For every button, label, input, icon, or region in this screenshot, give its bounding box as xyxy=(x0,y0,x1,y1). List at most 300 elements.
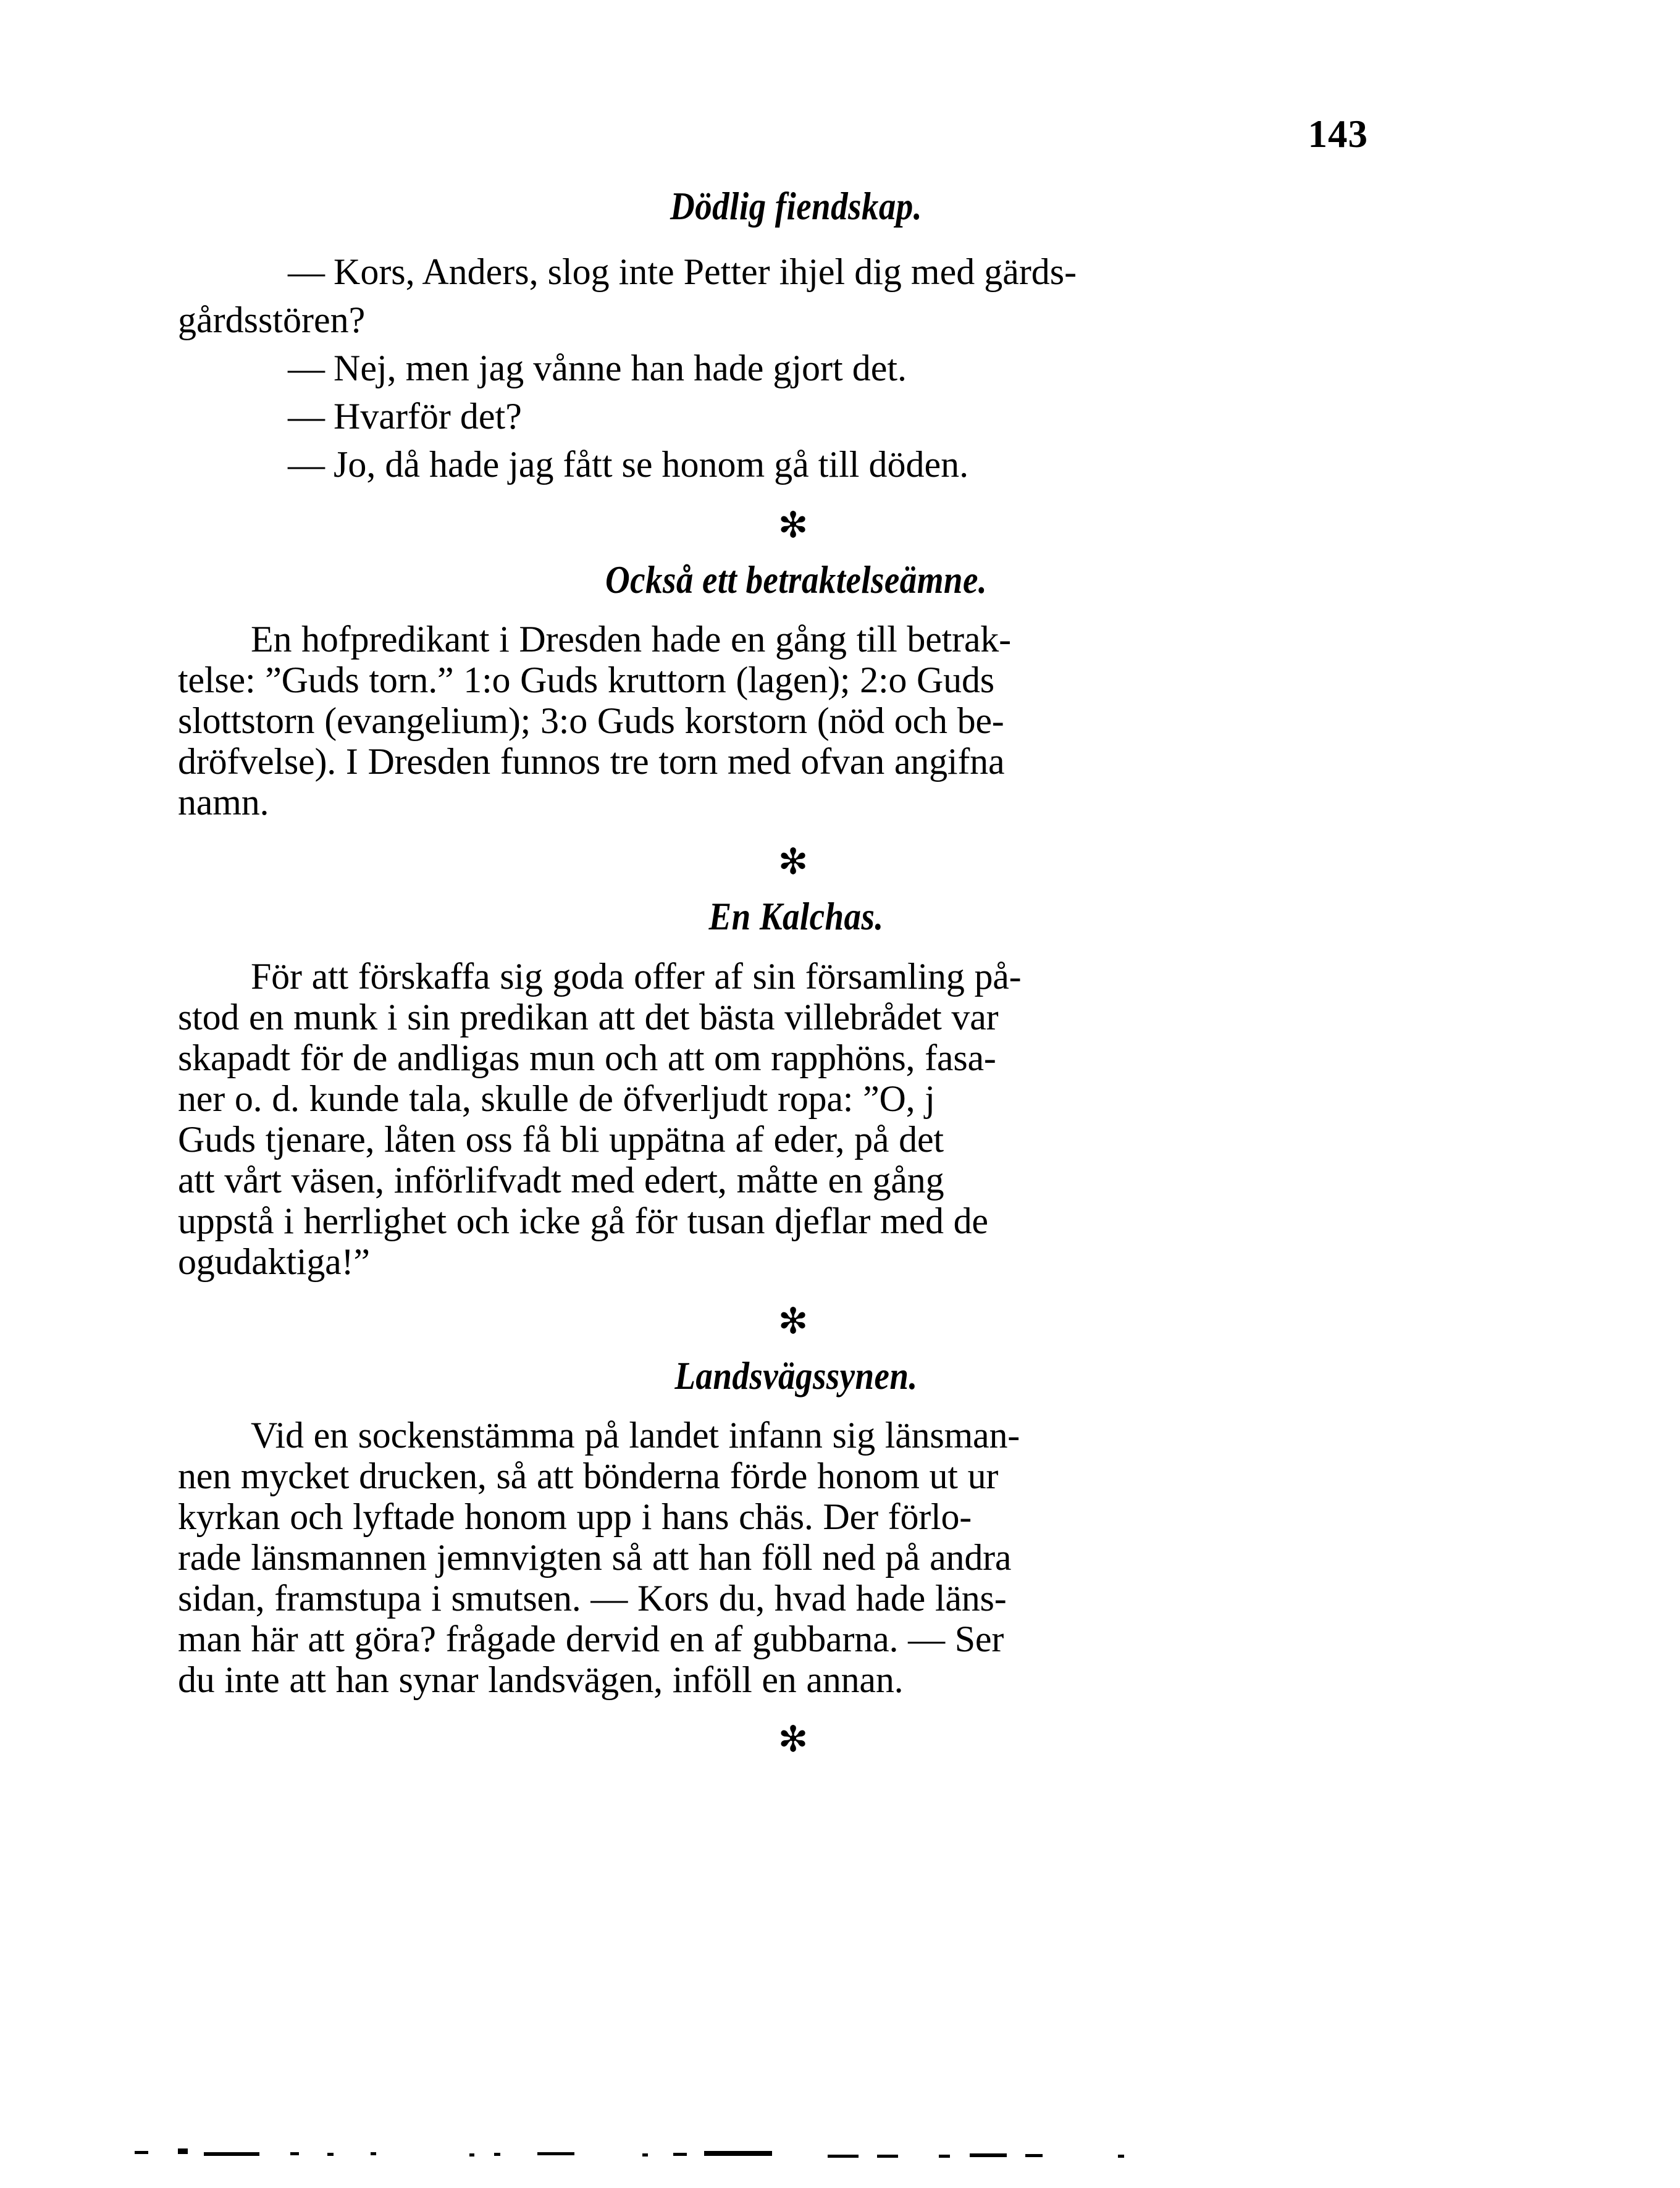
word-gap xyxy=(241,1537,251,1578)
word-gap xyxy=(374,1119,384,1160)
word-gap xyxy=(797,1659,807,1700)
word-gap xyxy=(587,700,597,741)
word-gap xyxy=(280,1496,290,1537)
word: sidan, xyxy=(178,1577,265,1619)
word-gap xyxy=(290,1037,300,1078)
word: villebrådet xyxy=(784,996,942,1037)
word: (nöd xyxy=(817,700,884,742)
word: gå xyxy=(590,1200,625,1241)
word-gap xyxy=(602,1537,612,1578)
word: församling xyxy=(805,955,965,997)
word-gap xyxy=(807,700,817,741)
word: andligas xyxy=(397,1037,520,1078)
word: göra? xyxy=(354,1618,436,1659)
word: fasa- xyxy=(925,1037,996,1078)
word-gap xyxy=(729,1496,739,1537)
word-gap xyxy=(689,997,699,1037)
text-line xyxy=(178,997,1414,1037)
word-gap xyxy=(225,1078,235,1119)
word: 3:o xyxy=(540,700,588,742)
text-line xyxy=(178,1160,1414,1201)
word: inte xyxy=(224,1659,280,1700)
asterisk-ornament: ✻ xyxy=(778,840,808,883)
word: be- xyxy=(957,700,1004,742)
word: uppätna xyxy=(609,1118,726,1160)
page-number: 143 xyxy=(1308,112,1368,156)
word: Ser xyxy=(954,1618,1004,1659)
word: ned xyxy=(822,1536,876,1578)
word: betrak- xyxy=(907,619,1011,660)
word-gap xyxy=(294,1201,304,1241)
word-gap xyxy=(326,1659,336,1700)
word-gap xyxy=(875,1415,885,1456)
word: få xyxy=(522,1118,551,1160)
word: honom xyxy=(817,1455,920,1496)
word: gubbarna. xyxy=(752,1618,899,1659)
word: smutsen. xyxy=(451,1577,581,1619)
word: på xyxy=(584,1414,620,1456)
sections-container xyxy=(178,184,1414,1760)
word-gap xyxy=(399,1078,409,1119)
dialogue-text: Nej, men jag vånne han hade gjort det. xyxy=(334,348,907,389)
word-gap xyxy=(765,1578,775,1619)
word-gap xyxy=(678,1201,687,1241)
word: bönderna xyxy=(583,1455,720,1496)
word: hade xyxy=(651,619,721,660)
word-gap xyxy=(447,1201,456,1241)
word-gap xyxy=(348,1415,358,1456)
word-gap xyxy=(884,741,894,782)
word: du, xyxy=(718,1577,765,1619)
word-gap xyxy=(813,1496,823,1537)
word-gap xyxy=(345,1619,355,1659)
word: Kors xyxy=(637,1577,709,1619)
word: funnos xyxy=(500,741,600,782)
word: en xyxy=(249,996,284,1037)
word-gap xyxy=(543,956,553,997)
word: att xyxy=(308,1618,345,1659)
word: framstupa xyxy=(274,1577,422,1619)
anecdote-section xyxy=(178,185,1414,488)
word: en xyxy=(669,1618,705,1659)
word-gap xyxy=(280,1659,290,1700)
word: 1:o xyxy=(463,660,511,701)
word: — xyxy=(908,1618,945,1659)
word-gap xyxy=(389,1659,399,1700)
word: sockenstämma xyxy=(358,1414,575,1456)
word: och xyxy=(456,1200,510,1241)
word-gap xyxy=(242,1619,251,1659)
word-gap xyxy=(255,660,265,700)
word: förskaffa xyxy=(358,955,490,997)
word: ner xyxy=(178,1078,225,1119)
word-gap xyxy=(598,660,608,700)
word: namn. xyxy=(178,782,269,823)
word: oss xyxy=(465,1118,513,1160)
word: landet xyxy=(629,1414,719,1456)
dialogue-line xyxy=(178,248,1414,296)
word: låten xyxy=(384,1118,456,1160)
word: bli xyxy=(560,1118,600,1160)
word: dervid xyxy=(565,1618,660,1659)
word-gap xyxy=(635,997,645,1037)
word: En xyxy=(251,619,292,660)
word: på- xyxy=(974,955,1022,997)
text-line xyxy=(178,619,1414,660)
text-line xyxy=(178,741,1414,782)
word: j xyxy=(925,1078,935,1119)
word-gap xyxy=(343,1037,353,1078)
word: i xyxy=(641,1496,652,1537)
word-gap xyxy=(359,660,369,700)
word-gap xyxy=(600,741,610,782)
word: kunde xyxy=(309,1078,400,1119)
word-gap xyxy=(490,741,500,782)
word-gap xyxy=(675,700,685,741)
word: en xyxy=(828,1159,863,1201)
word: läns- xyxy=(934,1577,1007,1619)
word: för xyxy=(634,1200,678,1241)
word-gap xyxy=(958,1456,968,1496)
word: här xyxy=(251,1618,298,1659)
word: man xyxy=(178,1618,242,1659)
word-gap xyxy=(442,1578,452,1619)
word-gap xyxy=(850,660,860,700)
word-gap xyxy=(709,1578,719,1619)
word: eder, xyxy=(773,1118,845,1160)
word-gap xyxy=(510,1201,519,1241)
word-gap xyxy=(397,997,407,1037)
word: sig xyxy=(832,1414,875,1456)
line-words xyxy=(178,1078,935,1119)
anecdote-section xyxy=(178,895,1414,1281)
word-gap xyxy=(510,619,519,660)
word-gap xyxy=(915,1037,925,1078)
word: föll xyxy=(761,1536,813,1578)
line-words xyxy=(178,1659,903,1700)
word-gap xyxy=(743,956,753,997)
word: sin xyxy=(752,955,796,997)
word: han xyxy=(335,1659,389,1700)
word: I xyxy=(345,741,358,782)
word: med xyxy=(571,1159,635,1201)
word: uppstå xyxy=(178,1200,274,1241)
word-gap xyxy=(262,1078,272,1119)
line-words xyxy=(178,1456,998,1496)
word: ur xyxy=(967,1455,999,1496)
word-gap xyxy=(791,741,801,782)
dialogue-text: Hvarför det? xyxy=(334,396,522,437)
text-line xyxy=(178,1496,1414,1537)
word: annan. xyxy=(806,1659,904,1700)
word: i xyxy=(284,1200,294,1241)
word-gap xyxy=(945,1619,955,1659)
word: inföll xyxy=(672,1659,752,1700)
word: Vid xyxy=(251,1414,304,1456)
word-gap xyxy=(595,1037,605,1078)
word: upp xyxy=(576,1496,632,1537)
word: tusan xyxy=(687,1200,765,1241)
word: nen xyxy=(178,1455,232,1496)
word: så xyxy=(611,1536,643,1578)
word: väsen, xyxy=(291,1159,384,1201)
word-gap xyxy=(652,1496,662,1537)
word: goda xyxy=(552,955,624,997)
word: hans xyxy=(662,1496,729,1537)
word-gap xyxy=(589,997,598,1037)
word: telse: xyxy=(178,660,256,701)
line-words xyxy=(178,1160,944,1201)
word: till xyxy=(856,619,897,660)
word: Dresden xyxy=(519,619,642,660)
word: hofpredikant xyxy=(301,619,490,660)
text-line xyxy=(178,1037,1414,1078)
text-column xyxy=(178,185,1414,1773)
word: landsvägen, xyxy=(488,1659,663,1700)
word: o. xyxy=(234,1078,262,1119)
word: och xyxy=(290,1496,343,1537)
word-gap xyxy=(513,1119,523,1160)
word: Guds xyxy=(597,700,675,742)
word: var xyxy=(951,996,999,1037)
section-title-block xyxy=(178,895,1414,937)
word: 2:o xyxy=(860,660,907,701)
word: offer xyxy=(634,955,705,997)
word: munk xyxy=(293,996,377,1037)
word-gap xyxy=(920,1456,930,1496)
word-gap xyxy=(726,1119,736,1160)
word-gap xyxy=(421,1578,431,1619)
word-gap xyxy=(300,1078,309,1119)
word-gap xyxy=(752,1537,762,1578)
word-gap xyxy=(510,660,520,700)
word-gap xyxy=(348,956,358,997)
word-gap xyxy=(387,1037,397,1078)
word: att xyxy=(667,1037,705,1078)
text-line xyxy=(178,1537,1414,1578)
text-line xyxy=(178,782,1414,823)
word-gap xyxy=(453,660,463,700)
text-line xyxy=(178,1619,1414,1659)
word-gap xyxy=(925,1578,935,1619)
word-gap xyxy=(377,997,387,1037)
dialogue-line xyxy=(178,392,1414,440)
word-gap xyxy=(634,1160,644,1201)
word-gap xyxy=(649,741,658,782)
word: han xyxy=(699,1536,752,1578)
word-gap xyxy=(660,1619,670,1659)
word-gap xyxy=(471,1078,481,1119)
word: vårt xyxy=(224,1159,282,1201)
line-words xyxy=(178,1119,944,1160)
word-gap xyxy=(450,997,460,1037)
line-words xyxy=(178,1241,370,1282)
word-gap xyxy=(581,1201,590,1241)
word: rade xyxy=(178,1536,242,1578)
word-gap xyxy=(573,1456,583,1496)
word-gap xyxy=(456,1119,466,1160)
word: förlo- xyxy=(888,1496,972,1537)
word: ofvan xyxy=(800,741,885,782)
word-gap xyxy=(870,1201,880,1241)
word-gap xyxy=(628,1578,637,1619)
word: om xyxy=(714,1037,762,1078)
word-gap xyxy=(284,997,293,1037)
word-gap xyxy=(292,619,301,660)
word-gap xyxy=(581,1578,591,1619)
word: gång xyxy=(872,1159,944,1201)
word: gång xyxy=(775,619,847,660)
word-gap xyxy=(358,741,368,782)
line-words xyxy=(251,1415,1020,1456)
word: hvad xyxy=(774,1577,846,1619)
word: Der xyxy=(823,1496,878,1537)
word: tjenare, xyxy=(265,1118,375,1160)
word: en xyxy=(730,619,766,660)
word: kruttorn xyxy=(607,660,726,701)
word-gap xyxy=(765,619,775,660)
word: att xyxy=(652,1536,689,1578)
word-gap xyxy=(761,1037,771,1078)
word-gap xyxy=(490,956,500,997)
word: kyrkan xyxy=(178,1496,280,1537)
section-title: Dödlig fiendskap. xyxy=(670,184,922,228)
word-gap xyxy=(567,1496,577,1537)
word: att xyxy=(598,996,635,1037)
word: icke xyxy=(519,1200,581,1241)
section-title: Landsvägssynen. xyxy=(674,1353,918,1398)
word-gap xyxy=(752,1659,762,1700)
dialogue-line xyxy=(178,296,1414,344)
line-words xyxy=(178,1537,1011,1578)
word: För xyxy=(251,955,302,997)
word-gap xyxy=(812,1537,822,1578)
body-paragraph xyxy=(178,956,1414,1282)
word-gap xyxy=(302,956,312,997)
word: bästa xyxy=(699,996,775,1037)
word: edert, xyxy=(644,1159,727,1201)
text-line xyxy=(178,1456,1414,1496)
word: de xyxy=(352,1037,388,1078)
word-gap xyxy=(599,1119,609,1160)
word: ropa: xyxy=(777,1078,854,1119)
word-gap xyxy=(889,1119,899,1160)
word-gap xyxy=(818,1160,828,1201)
word: skapadt xyxy=(178,1037,290,1078)
word: och xyxy=(605,1037,658,1078)
word-gap xyxy=(561,1160,571,1201)
word: Dresden xyxy=(368,741,490,782)
word-gap xyxy=(765,1201,775,1241)
word-gap xyxy=(764,1119,774,1160)
word: ut xyxy=(929,1455,958,1496)
word-gap xyxy=(915,1078,925,1119)
word: mun xyxy=(529,1037,595,1078)
word-gap xyxy=(884,700,894,741)
text-line xyxy=(178,1578,1414,1619)
word: att xyxy=(536,1455,574,1496)
word: d. xyxy=(272,1078,300,1119)
word-gap xyxy=(256,1119,266,1160)
em-dash: — xyxy=(288,251,325,293)
line-words xyxy=(178,1496,972,1537)
word-gap xyxy=(613,1078,623,1119)
line-words xyxy=(178,782,269,823)
word: på xyxy=(885,1536,920,1578)
line-words xyxy=(178,700,1004,741)
dialogue-line xyxy=(178,440,1414,488)
word-gap xyxy=(704,1619,714,1659)
word: infann xyxy=(728,1414,823,1456)
word-gap xyxy=(214,1160,224,1201)
word-gap xyxy=(878,1496,888,1537)
section-title: En Kalchas. xyxy=(708,894,884,939)
word: torn.” xyxy=(369,660,454,701)
word: lyftade xyxy=(353,1496,455,1537)
word: korstorn xyxy=(684,700,807,742)
anecdote-section xyxy=(178,559,1414,823)
dialogue-block xyxy=(178,248,1414,488)
word-gap xyxy=(704,1037,714,1078)
text-line xyxy=(178,700,1414,741)
word: det xyxy=(644,996,690,1037)
word: införlifvadt xyxy=(393,1159,561,1201)
word: en xyxy=(762,1659,797,1700)
asterisk-ornament: ✻ xyxy=(778,1299,808,1342)
word-gap xyxy=(384,1160,394,1201)
text-line xyxy=(178,1659,1414,1700)
word-gap xyxy=(551,1119,561,1160)
word-gap xyxy=(718,741,728,782)
section-title: Också ett betraktelseämne. xyxy=(605,558,988,602)
text-line xyxy=(178,956,1414,997)
word-gap xyxy=(489,619,499,660)
word: för xyxy=(300,1037,343,1078)
word: ”O, xyxy=(863,1078,915,1119)
word: djeflar xyxy=(775,1200,871,1241)
word: herrlighet xyxy=(303,1200,447,1241)
word-gap xyxy=(844,1119,854,1160)
word: måtte xyxy=(736,1159,818,1201)
word-gap xyxy=(632,1496,642,1537)
word: af xyxy=(735,1118,764,1160)
dialogue-line xyxy=(178,344,1414,392)
word: (evangelium); xyxy=(324,700,531,742)
line-words xyxy=(178,1619,1004,1659)
word-gap xyxy=(239,997,249,1037)
word-gap xyxy=(853,1078,863,1119)
word-gap xyxy=(863,1160,873,1201)
word-gap xyxy=(721,619,731,660)
section-title-block xyxy=(178,559,1414,600)
line-words xyxy=(178,1201,988,1241)
word-gap xyxy=(907,660,917,700)
word: — xyxy=(590,1577,628,1619)
word-gap xyxy=(720,1456,730,1496)
word-gap xyxy=(742,1619,752,1659)
word-gap xyxy=(343,1496,353,1537)
word: i xyxy=(499,619,510,660)
word: Guds xyxy=(520,660,598,701)
word: sig xyxy=(500,955,543,997)
word-gap xyxy=(625,1201,635,1241)
word: frågade xyxy=(445,1618,556,1659)
asterisk-ornament: ✻ xyxy=(778,504,808,547)
word-gap xyxy=(807,1456,817,1496)
word: drucken, xyxy=(359,1455,487,1496)
section-title-block xyxy=(178,1355,1414,1396)
word-gap xyxy=(875,1537,885,1578)
